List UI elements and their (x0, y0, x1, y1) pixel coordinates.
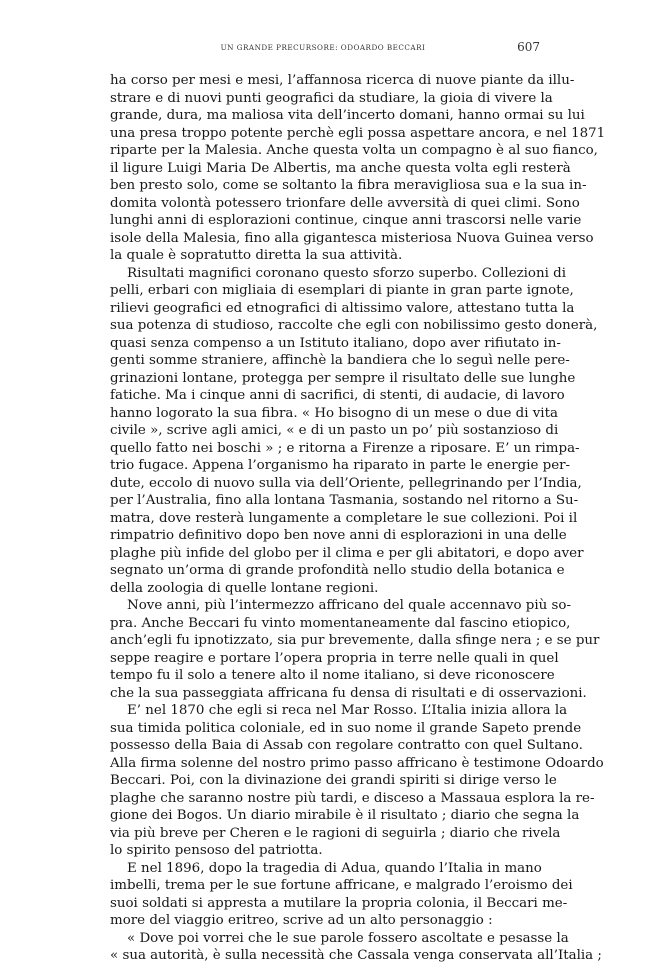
text-line: genti somme straniere, affinchè la bandiera che lo seguì nelle pere- (110, 353, 570, 368)
text-line: sua timida politica coloniale, ed in suo nome il grande Sapeto prende (110, 720, 582, 736)
text-line: Beccari. Poi, con la divinazione dei grandi spiriti si dirige verso le (110, 773, 557, 788)
text-line: la quale è sopratutto diretta la sua attività. (110, 248, 403, 263)
text-line: quasi senza compenso a un Istituto italiano, dopo aver rifiutato in- (110, 335, 561, 351)
text-line: ben presto solo, come se soltanto la fibra meravigliosa sua e la sua in- (110, 178, 587, 193)
text-line: rimpatrio definitivo dopo ben nove anni di esplorazioni in una delle (110, 528, 567, 543)
text-line: matra, dove resterà lungamente a completare le sue collezioni. Poi il (110, 510, 578, 526)
text-line: hanno logorato la sua fibra. « Ho bisogno di un mese o due di vita (110, 405, 558, 421)
text-line: lo spirito pensoso del patriotta. (110, 843, 323, 858)
text-line: E’ nel 1870 che egli si reca nel Mar Rosso. L’Italia inizia allora la (127, 703, 568, 718)
page-header (110, 40, 540, 56)
text-line: trio fugace. Appena l’organismo ha riparato in parte le energie per- (110, 458, 571, 473)
text-line: imbelli, trema per le sue fortune affricane, e malgrado l’eroismo dei (110, 878, 573, 893)
text-line: fatiche. Ma i cinque anni di sacrifici, di stenti, di audacie, di lavoro (110, 388, 565, 403)
text-line: tempo fu il solo a tenere alto il nome italiano, si deve riconoscere (110, 668, 555, 683)
text-line: isole della Malesia, fino alla gigantesca misteriosa Nuova Guinea verso (110, 230, 594, 246)
text-line: riparte per la Malesia. Anche questa volta un compagno è al suo fianco, (110, 143, 598, 158)
text-line: dute, eccolo di nuovo sulla via dell’Oriente, pellegrinando per l’India, (110, 475, 582, 491)
text-line: via più breve per Cheren e le ragioni di seguirla ; diario che rivela (110, 825, 561, 841)
text-line: « Dove poi vorrei che le sue parole fossero ascoltate e pesasse la (127, 930, 569, 946)
text-line: strare e di nuovi punti geografici da studiare, la gioia di vivere la (110, 90, 553, 106)
text-line: il ligure Luigi Maria De Albertis, ma anche questa volta egli resterà (110, 160, 571, 176)
text-line: per l’Australia, fino alla lontana Tasmania, sostando nel ritorno a Su- (110, 493, 579, 508)
text-line: « sua autorità, è sulla necessità che Cassala venga conservata all’Italia ; (110, 948, 602, 963)
text-line: more del viaggio eritreo, scrive ad un alto personaggio : (110, 913, 493, 928)
text-line: gione dei Bogos. Un diario mirabile è il risultato ; diario che segna la (110, 808, 580, 823)
text-line: segnato un’orma di grande profondità nello studio della botanica e (110, 563, 565, 578)
text-line: plaghe più infide del globo per il clima e per gli abitatori, e dopo aver (110, 545, 584, 561)
text-line: pra. Anche Beccari fu vinto momentaneamente dal fascino etiopico, (110, 615, 571, 631)
text-line: Alla firma solenne del nostro primo passo affricano è testimone Odoardo (110, 755, 604, 771)
text-line: grande, dura, ma maliosa vita dell’incerto domani, hanno ormai su lui (110, 108, 585, 123)
text-line: della zoologia di quelle lontane regioni. (110, 580, 379, 596)
text-line: domita volontà potessero trionfare delle avversità di quei climi. Sono (110, 195, 580, 211)
text-line: seppe reagire e portare l’opera propria in terre nelle quali in quel (110, 650, 559, 666)
text-line: plaghe che saranno nostre più tardi, e disceso a Massaua esplora la re- (110, 790, 595, 806)
page-number: 607 (517, 40, 540, 54)
text-line: una presa troppo potente perchè egli possa aspettare ancora, e nel 1871 (110, 125, 606, 141)
text-line: suoi soldati si appresta a mutilare la propria colonia, il Beccari me- (110, 895, 568, 911)
text-line: ha corso per mesi e mesi, l’affannosa ricerca di nuove piante da illu- (110, 73, 575, 88)
text-line: lunghi anni di esplorazioni continue, cinque anni trascorsi nelle varie (110, 213, 582, 228)
text-line: sua potenza di studioso, raccolte che egli con nobilissimo gesto donerà, (110, 318, 598, 333)
text-line: che la sua passeggiata affricana fu densa di risultati e di osservazioni. (110, 685, 587, 701)
text-line: Risultati magnifici coronano questo sforzo superbo. Collezioni di (127, 265, 567, 281)
text-line: civile », scrive agli amici, « e di un pasto un po’ più sostanzioso di (110, 423, 559, 438)
text-line: grinazioni lontane, protegga per sempre il risultato delle sue lunghe (110, 370, 576, 386)
text-line: Nove anni, più l’intermezzo affricano del quale accennavo più so- (127, 598, 571, 613)
running-title: UN GRANDE PRECURSORE: ODOARDO BECCARI (220, 43, 426, 52)
body-text (110, 72, 606, 965)
text-line: pelli, erbari con migliaia di esemplari di piante in gran parte ignote, (110, 283, 574, 298)
text-line: anch’egli fu ipnotizzato, sia pur brevemente, dalla sfinge nera ; e se pur (110, 633, 600, 648)
text-line: quello fatto nei boschi » ; e ritorna a Firenze a riposare. E’ un rimpa- (110, 440, 580, 456)
text-line: E nel 1896, dopo la tragedia di Adua, quando l’Italia in mano (127, 860, 542, 876)
text-line: possesso della Baia di Assab con regolare contratto con quel Sultano. (110, 738, 583, 753)
text-line: rilievi geografici ed etnografici di altissimo valore, attestano tutta la (110, 300, 575, 316)
